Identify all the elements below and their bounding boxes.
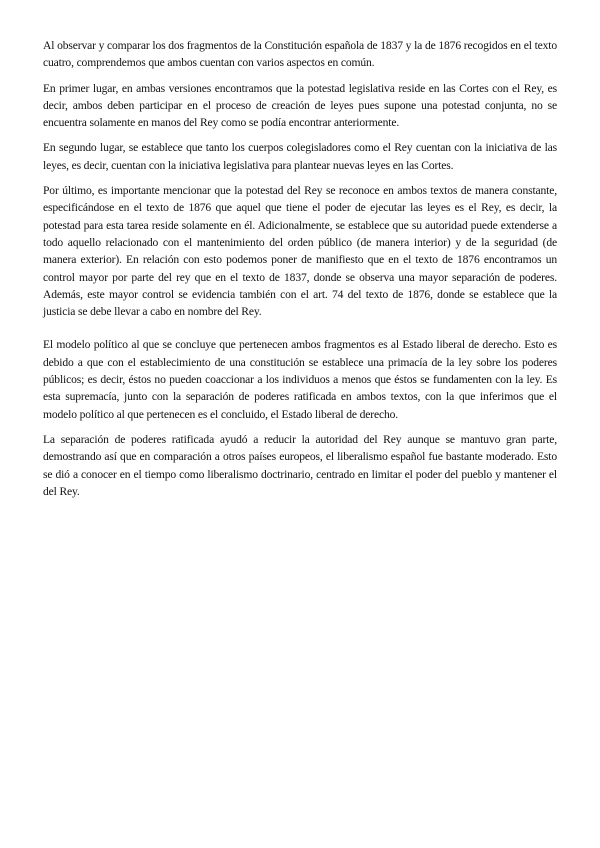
paragraph-conclusion: La separación de poderes ratificada ayudó a reducir la autoridad del Rey aunque se mantuvo gran parte, demostrando así que en comparación a otros países europeos, el liberalismo español fue bastante moderado. Esto se dió a conocer en el tiempo como liberalismo doctrinario, centrado en limitar el poder del pueblo y mantener el del Rey. xyxy=(43,432,557,498)
paragraph-spacer xyxy=(43,131,557,139)
paragraph-spacer xyxy=(43,72,557,80)
paragraph-spacer xyxy=(43,423,557,431)
paragraph-intro: Al observar y comparar los dos fragmentos de la Constitución española de 1837 y la de 1876 recogidos en el texto cuatro, comprendemos que ambos cuentan con varios aspectos en común. xyxy=(43,39,557,70)
section-spacer xyxy=(43,320,557,336)
paragraph-political-model: El modelo político al que se concluye que pertenecen ambos fragmentos es al Estado liberal de derecho. Esto es debido a que con el establecimiento de una constitución se establece una primacía de la ley sobre los poderes públicos; es decir, éstos no pueden coaccionar a los individuos a menos que éstos se fundamenten con la ley. Es esta supremacía, junto con la separación de poderes ratificada en ambos textos, con la que inferimos que el modelo político al que pertenecen es el concluido, el Estado liberal de derecho. xyxy=(43,338,557,421)
paragraph-second-point: En segundo lugar, se establece que tanto los cuerpos colegisladores como el Rey cuentan con la iniciativa de las leyes, es decir, cuentan con la iniciativa legislativa para plantear nuevas leyes en las Cortes. xyxy=(43,141,557,172)
paragraph-spacer xyxy=(43,174,557,182)
paragraph-last-point: Por último, es importante mencionar que la potestad del Rey se reconoce en ambos textos de manera constante, especificándose en el texto de 1876 que aquel que tiene el poder de ejecutar las leyes es el Rey, es decir, la potestad para esta tarea reside solamente en él. Adicionalmente, se establece que su autoridad puede extenderse a todo aquello relacionado con el mantenimiento del orden público (de manera interior) y de la seguridad (de manera exterior). En relación con esto podemos poner de manifiesto que en el texto de 1876 encontramos un control mayor por parte del rey que en el texto de 1837, donde se observa una mayor separación de poderes. Además, este mayor control se evidencia también con el art. 74 del texto de 1876, donde se establece que la justicia se debe llevar a cabo en nombre del Rey. xyxy=(43,184,557,319)
paragraph-first-point: En primer lugar, en ambas versiones encontramos que la potestad legislativa reside en las Cortes con el Rey, es decir, ambos deben participar en el proceso de creación de leyes pues supone una potestad conjunta, no se encuentra solamente en manos del Rey como se podía encontrar anteriormente. xyxy=(43,81,557,130)
